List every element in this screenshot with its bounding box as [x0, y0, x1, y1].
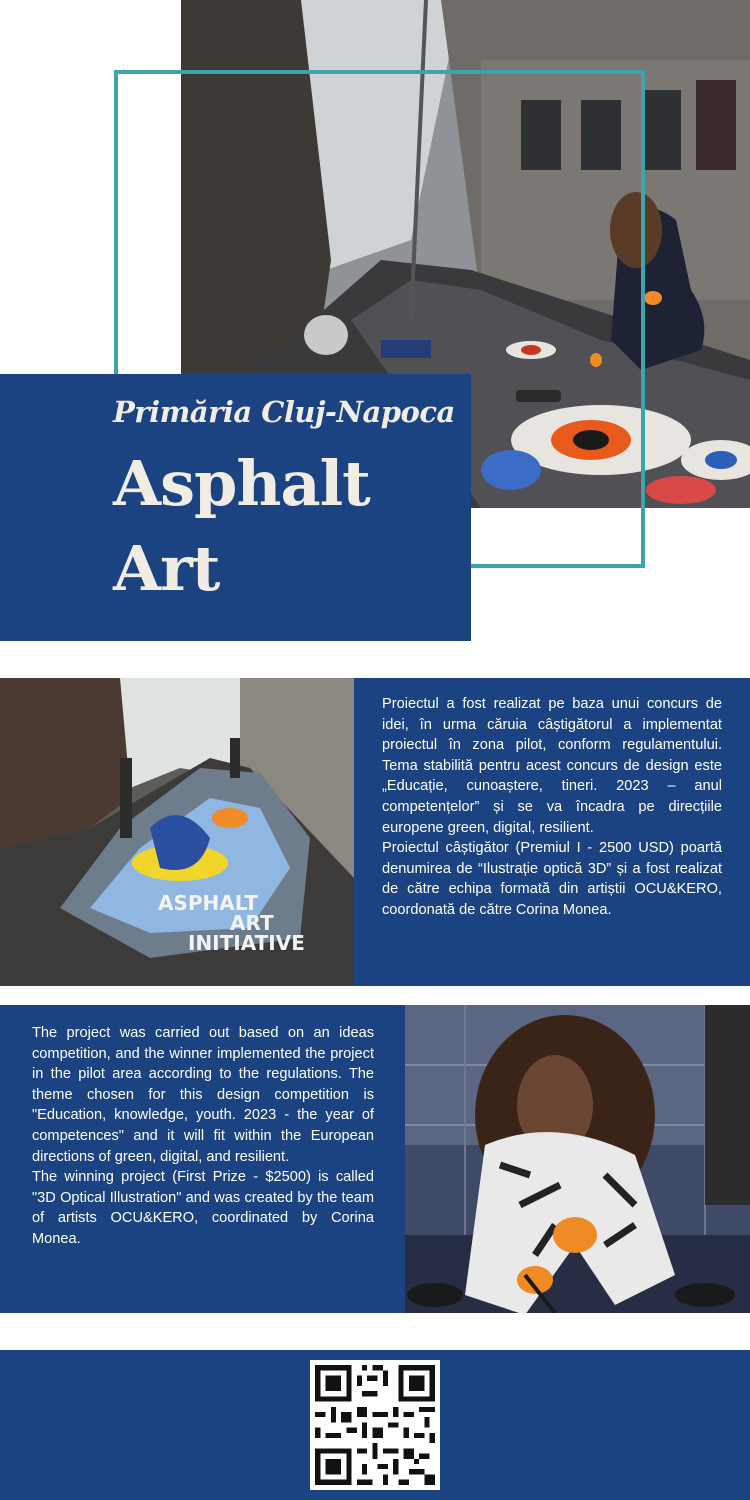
photo-overlay-line3: INITIATIVE: [188, 931, 305, 955]
english-paragraph-2: The winning project (First Prize - $2500) is called "3D Optical Illustration" and was created by the team of artists OCU&KERO, coordinated by Corina Monea.: [32, 1169, 374, 1247]
page-title-line2: Art: [113, 532, 220, 605]
romanian-description: [382, 694, 722, 921]
romanian-paragraph-2: Proiectul câștigător (Premiul I - 2500 USD) poartă denumirea de “Ilustrație optică 3D” și a fost realizat de către echipa formată din artiștii OCU&KERO, coordonată de către Corina Monea.: [382, 840, 722, 918]
page-title-line1: Asphalt: [113, 447, 370, 520]
photo-asphalt-art-street: [0, 678, 354, 986]
photo-artist-painting: [405, 1005, 750, 1313]
photo-overlay-line1: ASPHALT: [158, 891, 258, 915]
qr-code[interactable]: [310, 1360, 440, 1490]
subtitle: Primăria Cluj-Napoca: [113, 395, 455, 429]
english-description: [32, 1023, 374, 1250]
english-paragraph-1: The project was carried out based on an ideas competition, and the winner implemented the project in the pilot area according to the regulations. The theme chosen for this design competition is "Education, knowledge, youth. 2023 - the year of competences" and it will fit within the European directions of green, digital, and resilient.: [32, 1025, 374, 1165]
photo-overlay-line2: ART: [230, 911, 274, 935]
romanian-paragraph-1: Proiectul a fost realizat pe baza unui concurs de idei, în urma căruia câștigătorul a implementat proiectul în zona pilot, conform regulamentului. Tema stabilită pentru acest concurs de design este „Educație, cunoaștere, tineri. 2023 – anul competențelor” și se va încadra pe direcțiile europene green, digital, resilient.: [382, 696, 722, 836]
